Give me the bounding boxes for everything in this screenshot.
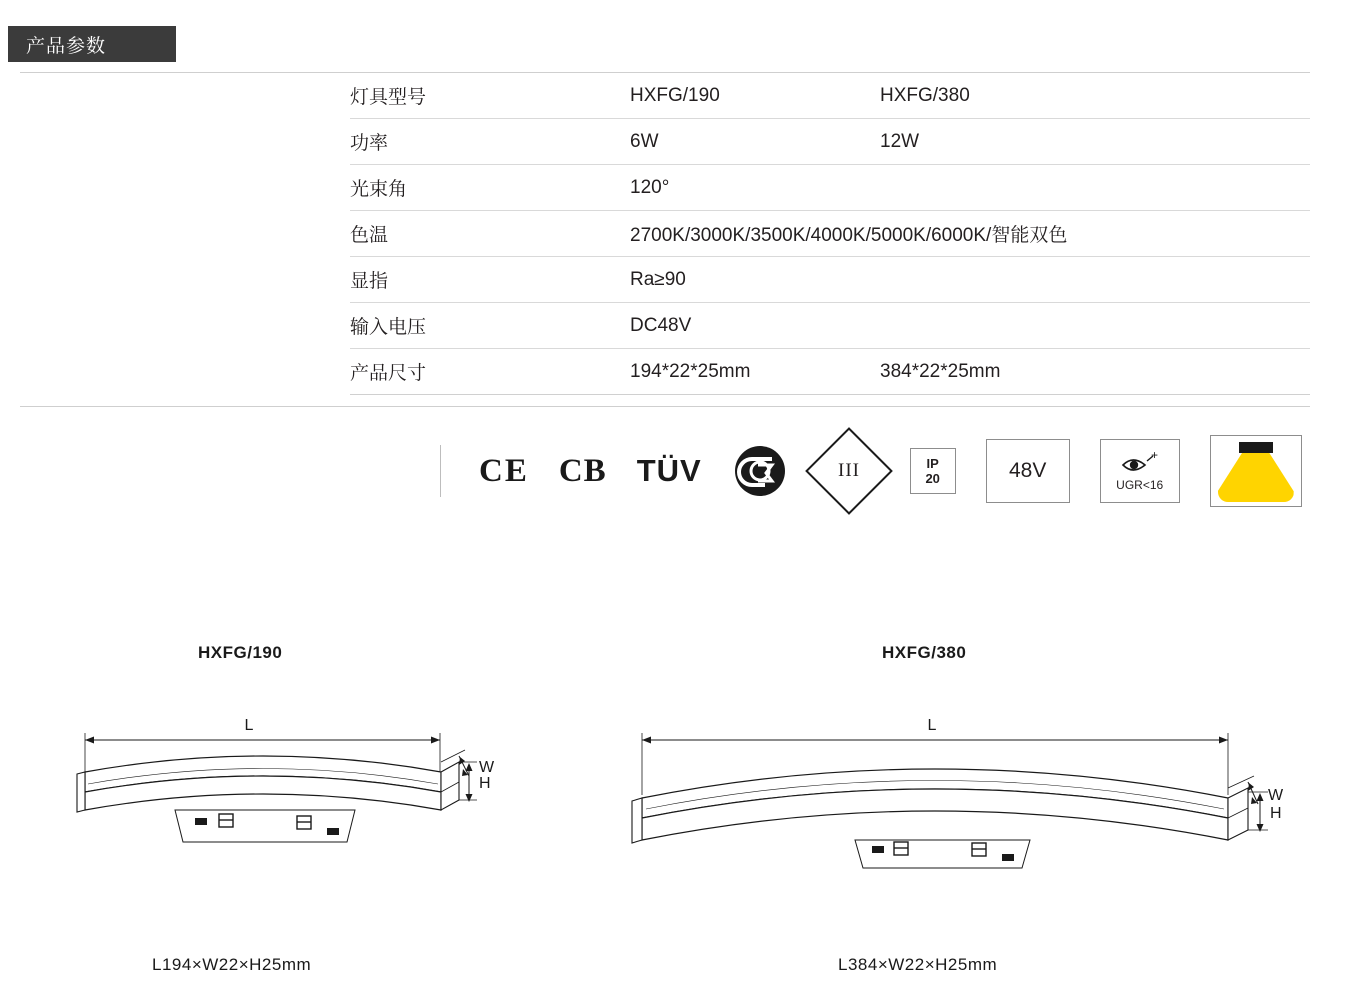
spec-label: 色温 — [350, 211, 630, 257]
spec-value-380: 384*22*25mm — [880, 349, 1310, 395]
table-bottom-rule — [20, 406, 1310, 407]
spec-value-190: 6W — [630, 119, 880, 165]
spec-value-380: 12W — [880, 119, 1310, 165]
spec-value-190: 2700K/3000K/3500K/4000K/5000K/6000K/智能双色 — [630, 211, 1310, 257]
spec-label: 显指 — [350, 257, 630, 303]
voltage-icon — [986, 439, 1070, 503]
row-pad — [20, 303, 350, 349]
row-pad — [20, 257, 350, 303]
ce-icon: CE — [479, 452, 529, 489]
dim-l-380: L — [927, 717, 937, 734]
row-pad — [20, 119, 350, 165]
divider — [440, 445, 441, 497]
voltage-label: 48V — [1009, 459, 1047, 482]
spec-label: 功率 — [350, 119, 630, 165]
table-row — [20, 257, 1310, 303]
ugr-icon — [1100, 439, 1180, 503]
table-row — [20, 165, 1310, 211]
dim-w-190: W — [479, 759, 495, 776]
eye-icon — [1117, 450, 1163, 476]
ip-value: 20 — [925, 471, 940, 486]
spec-value-190: Ra≥90 — [630, 257, 1310, 303]
spec-label: 产品尺寸 — [350, 349, 630, 395]
svg-text:+: + — [1150, 450, 1158, 462]
spec-value-190: 120° — [630, 165, 880, 211]
certification-strip — [440, 432, 1302, 510]
spec-label: 光束角 — [350, 165, 630, 211]
spec-value-190: 194*22*25mm — [630, 349, 880, 395]
table-top-rule — [20, 72, 1310, 73]
dim-l-190: L — [244, 717, 254, 734]
drawing-caption-380: L384×W22×H25mm — [838, 955, 998, 974]
table-row — [20, 303, 1310, 349]
drawing-caption-190: L194×W22×H25mm — [152, 955, 312, 974]
tuv-icon: TÜV — [636, 453, 702, 488]
dim-w-380: W — [1268, 787, 1284, 804]
spec-value-190: HXFG/190 — [630, 73, 880, 119]
table-row — [20, 349, 1310, 395]
ugr-label: UGR<16 — [1116, 478, 1164, 492]
spec-label: 输入电压 — [350, 303, 630, 349]
beam-cone-shape — [1218, 453, 1294, 502]
row-pad — [20, 73, 350, 119]
table-row — [20, 73, 1310, 119]
ip-label: IP — [926, 456, 939, 471]
spec-value-380 — [880, 165, 1310, 211]
cb-icon: CB — [558, 452, 607, 489]
product-drawing-380 — [620, 700, 1310, 890]
row-pad — [20, 349, 350, 395]
beam-source-shape — [1239, 442, 1273, 453]
product-drawing-190 — [55, 700, 495, 890]
rcm-icon — [732, 443, 788, 499]
section-title-label: 产品参数 — [26, 35, 107, 57]
spec-table — [20, 72, 1310, 395]
drawing-title-380: HXFG/380 — [882, 643, 967, 662]
dim-h-190: H — [479, 775, 491, 792]
spec-value-190: DC48V — [630, 303, 1310, 349]
row-pad — [20, 165, 350, 211]
drawing-title-190: HXFG/190 — [198, 643, 283, 662]
row-pad — [20, 211, 350, 257]
spec-label: 灯具型号 — [350, 73, 630, 119]
class-3-icon — [805, 427, 893, 515]
ip-rating-icon — [910, 448, 956, 494]
section-title — [8, 26, 176, 62]
beam-angle-icon — [1210, 435, 1302, 507]
class-3-label: III — [837, 459, 860, 481]
table-row — [20, 119, 1310, 165]
spec-value-380: HXFG/380 — [880, 73, 1310, 119]
dim-h-380: H — [1270, 805, 1282, 822]
table-row — [20, 211, 1310, 257]
